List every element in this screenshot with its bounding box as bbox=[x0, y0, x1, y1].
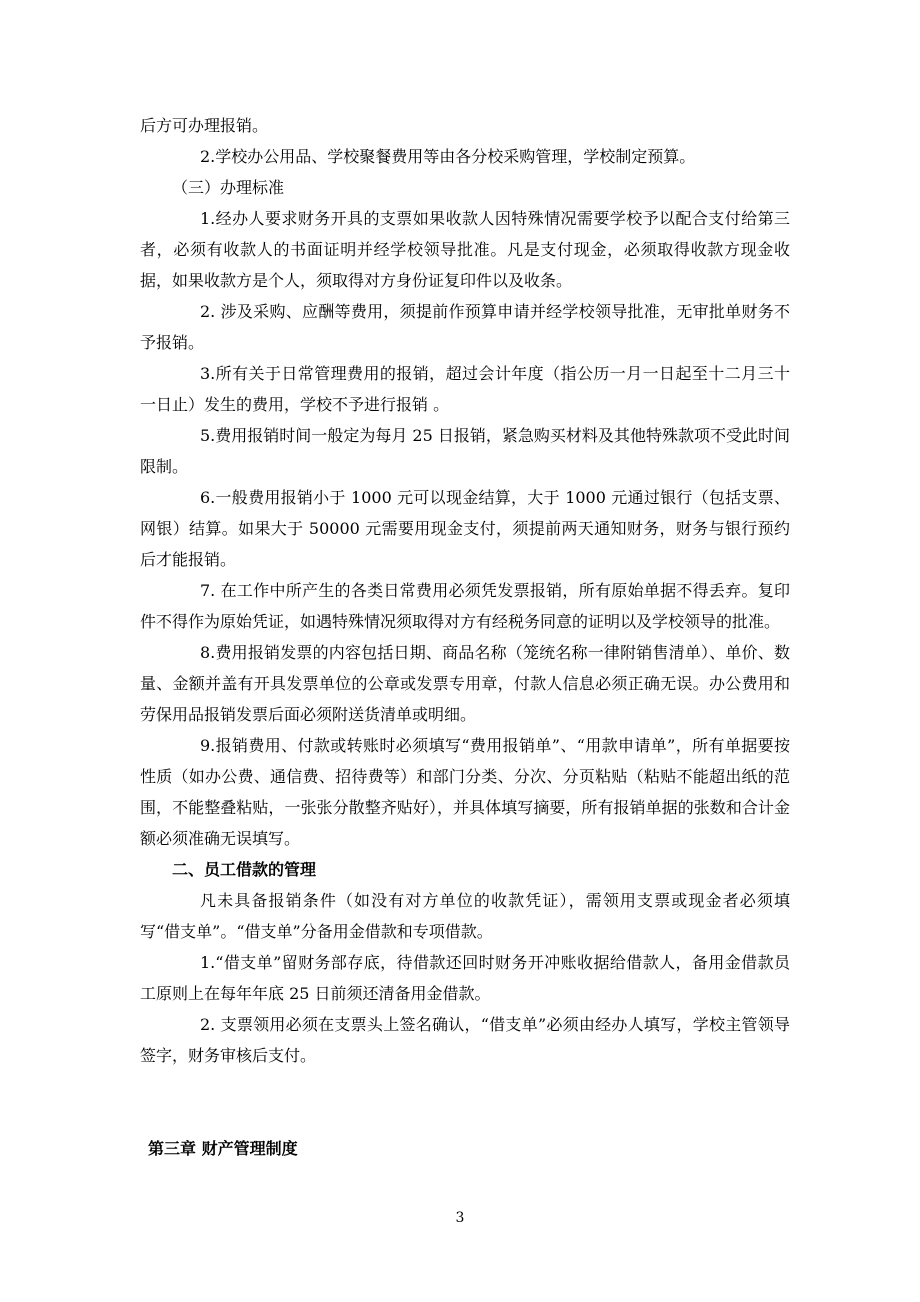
paragraph: 9.报销费用、付款或转账时必须填写“费用报销单”、“用款申请单”，所有单据要按性质（如办公费、通信费、招待费等）和部门分类、分次、分页粘贴（粘贴不能超出纸的范围，不能整叠粘贴，一张张分散整齐贴好），并具体填写摘要，所有报销单据的张数和合计金额必须准确无误填写。 bbox=[140, 736, 790, 848]
page-number: 3 bbox=[455, 1210, 465, 1226]
paragraph: 凡未具备报销条件（如没有对方单位的收款凭证），需领用支票或现金者必须填写“借支单”。“借支单”分备用金借款和专项借款。 bbox=[140, 891, 790, 941]
paragraph: 后方可办理报销。 bbox=[140, 116, 269, 135]
paragraph: 6.一般费用报销小于 1000 元可以现金结算，大于 1000 元通过银行（包括支票、网银）结算。如果大于 50000 元需要用现金支付，须提前两天通知财务，财务与银行预约后才能报销。 bbox=[140, 488, 790, 569]
paragraph: 2. 涉及采购、应酬等费用，须提前作预算申请并经学校领导批准，无审批单财务不予报销。 bbox=[140, 302, 790, 352]
section-heading: 二、员工借款的管理 bbox=[172, 860, 317, 879]
paragraph: 2. 支票领用必须在支票头上签名确认，“借支单”必须由经办人填写，学校主管领导签字，财务审核后支付。 bbox=[140, 1015, 790, 1065]
paragraph: 8.费用报销发票的内容包括日期、商品名称（笼统名称一律附销售清单）、单价、数量、金额并盖有开具发票单位的公章或发票专用章，付款人信息必须正确无误。办公费用和劳保用品报销发票后面必须附送货清单或明细。 bbox=[140, 643, 790, 724]
paragraph: 7. 在工作中所产生的各类日常费用必须凭发票报销，所有原始单据不得丢弃。复印件不得作为原始凭证，如遇特殊情况须取得对方有经税务同意的证明以及学校领导的批准。 bbox=[140, 581, 790, 631]
chapter-title: 第三章 财产管理制度 bbox=[148, 1139, 298, 1158]
section-heading: （三）办理标准 bbox=[172, 178, 285, 197]
paragraph: 5.费用报销时间一般定为每月 25 日报销，紧急购买材料及其他特殊款项不受此时间限制。 bbox=[140, 426, 790, 476]
paragraph: 1.“借支单”留财务部存底，待借款还回时财务开冲账收据给借款人，备用金借款员工原则上在每年年底 25 日前须还清备用金借款。 bbox=[140, 953, 790, 1003]
body-text bbox=[140, 110, 790, 1071]
paragraph: 1.经办人要求财务开具的支票如果收款人因特殊情况需要学校予以配合支付给第三者，必须有收款人的书面证明并经学校领导批准。凡是支付现金，必须取得收款方现金收据，如果收款方是个人，须取得对方身份证复印件以及收条。 bbox=[140, 209, 790, 290]
paragraph: 3.所有关于日常管理费用的报销，超过会计年度（指公历一月一日起至十二月三十一日止）发生的费用，学校不予进行报销 。 bbox=[140, 364, 790, 414]
paragraph: 2.学校办公用品、学校聚餐费用等由各分校采购管理，学校制定预算。 bbox=[200, 147, 696, 166]
